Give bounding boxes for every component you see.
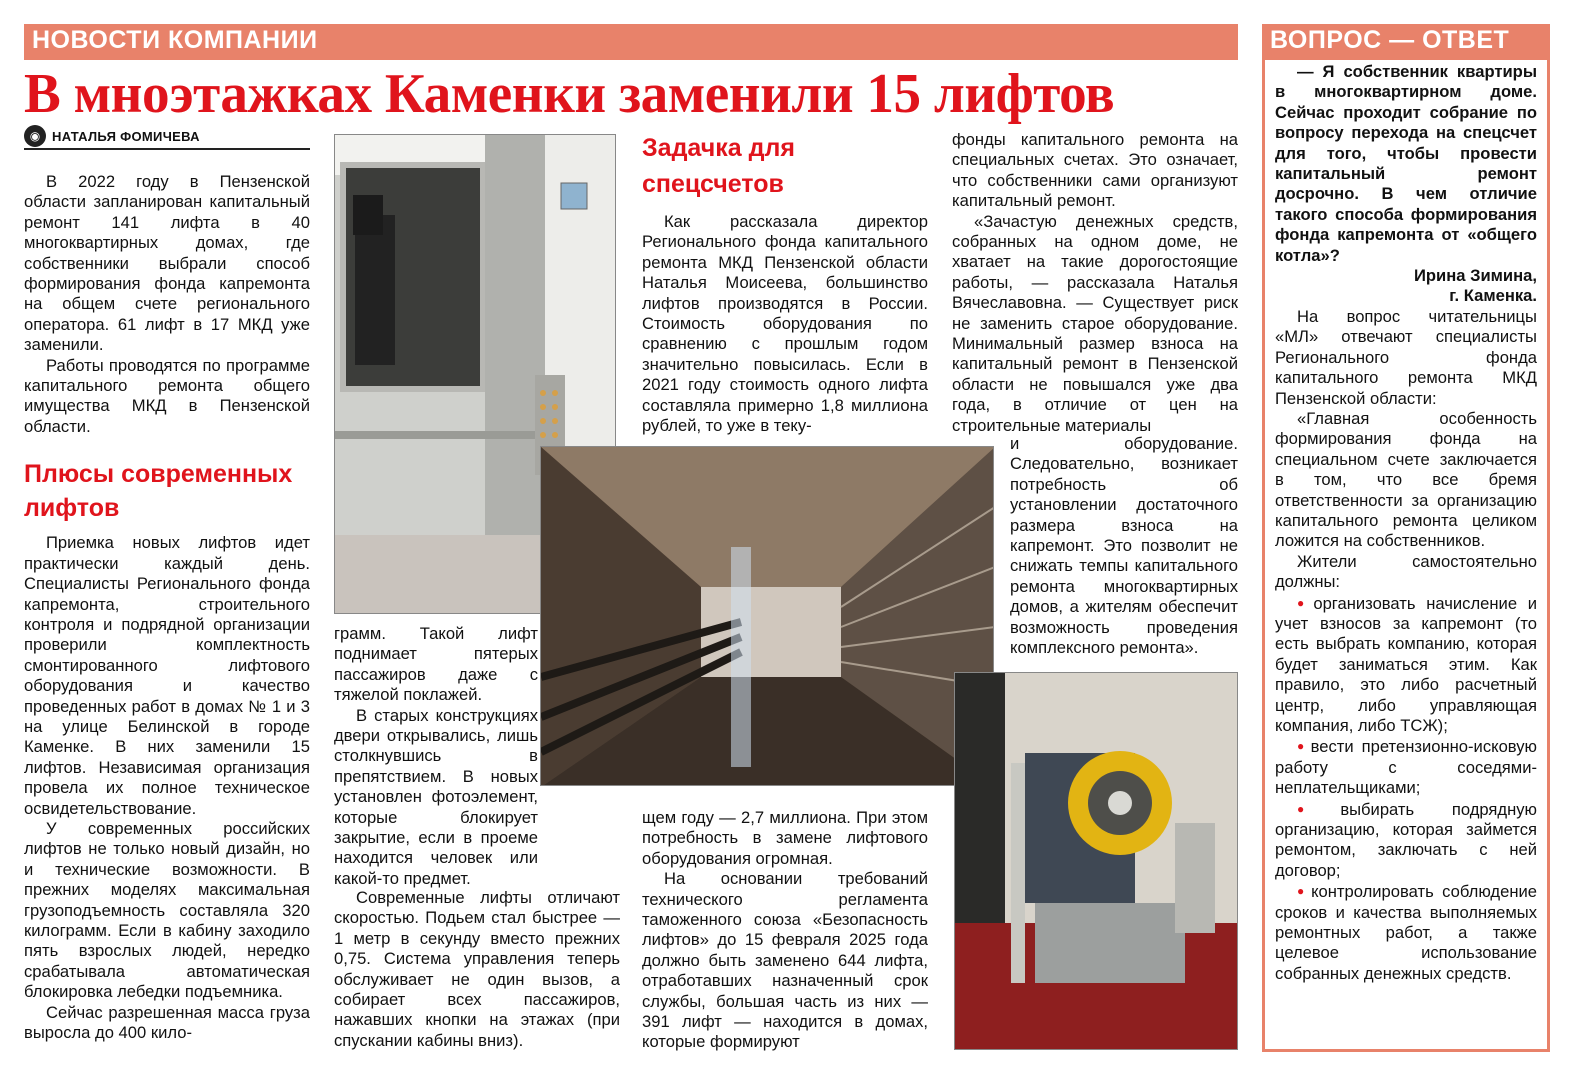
paragraph: Работы проводятся по программе капитального ремонта общего имущества МКД в Пензенской области. [24, 355, 310, 436]
paragraph: В 2022 году в Пензенской области запланирован капитальный ремонт 141 лифта в 40 многоквартирных домах, где собственники выбрали способ формирования фонда капремонта на общем счете регионального оператора. 61 лифт в 17 МКД уже заменили. [24, 172, 310, 355]
subheading: Плюсы современных лифтов [24, 460, 293, 523]
sidebar-rubric: ВОПРОС — ОТВЕТ [1262, 24, 1550, 60]
article-column-3-top [642, 130, 928, 436]
answer-paragraph: Жители самостоятельно должны: [1275, 551, 1537, 592]
answer-paragraph: «Главная особенность формирования фонда на специальном счете заключается в том, что все бремя ответственности за организацию капитального ремонта целиком ложится на собственников. [1275, 408, 1537, 551]
paragraph: Современные лифты отличают скоростью. Подьем стал быстрее — 1 метр в секунду вместо прежних 0,75. Система управления теперь обслуживает не один вызов, а собирает всех пассажиров, нажавших кнопки на этажах (при спускании кабины вниз). [334, 888, 620, 1050]
article-column-2-top [334, 624, 538, 889]
answer-paragraph: На вопрос читательницы «МЛ» отвечают специалисты Регионального фонда капитального ремонта МКД Пензенской области: [1275, 306, 1537, 408]
paragraph: Сейчас разрешенная масса груза выросла до 400 кило- [24, 1002, 310, 1043]
author-avatar-icon: ◉ [24, 125, 46, 147]
reader-question: — Я собственник квартиры в многоквартирном доме. Сейчас проходит собрание по вопросу перехода на спецсчет для того, чтобы провести капитальный ремонт досрочно. В чем отличие такого способа формирования фонда капремонта от «общего котла»? [1275, 62, 1537, 265]
bullet-item: ● контролировать соблюдение сроков и качества выполняемых ремонтных работ, а также целевое использование собранных денежных средств. [1275, 881, 1537, 984]
subheading: Задачка для спецсчетов [642, 134, 795, 198]
bullet-item: ● вести претензионно-исковую работу с соседями-неплательщиками; [1275, 736, 1537, 798]
article-column-3-bottom [642, 808, 928, 1053]
qa-content [1275, 62, 1537, 984]
paragraph: грамм. Такой лифт поднимает пятерых пассажиров даже с тяжелой поклажей. [334, 624, 538, 705]
article-column-4-top [952, 130, 1238, 436]
question-city: г. Каменка. [1449, 286, 1537, 306]
section-rubric: НОВОСТИ КОМПАНИИ [24, 24, 1238, 60]
question-author: Ирина Зимина, [1413, 266, 1537, 286]
article-column-1 [24, 172, 310, 1043]
paragraph: В старых конструкциях двери открывались, лишь столкнувшись в препятствием. В новых установлен фотоэлемент, которые блокирует закрытие, если в проеме находится человек или какой-то предмет. [334, 705, 538, 888]
paragraph: Приемка новых лифтов идет практически каждый день. Специалисты Регионального фонда капремонта, строительного контроля и подрядной организации проверили комплектность смонтированного лифтового оборудования и качество проведенных работ в домах № 1 и 3 на улице Белинской в городе Каменке. В них заменили 15 лифтов. Независимая организация провела их полное техническое освидетельствование. [24, 533, 310, 818]
qa-sidebar [1262, 60, 1550, 1052]
paragraph: щем году — 2,7 миллиона. При этом потребность в замене лифтового оборудования огромная. [642, 808, 928, 868]
article-column-4-bottom [1010, 434, 1238, 658]
paragraph: На основании требований технического регламента таможенного союза «Безопасность лифтов» до 15 февраля 2025 года должно быть заменено 644 лифта, отработавших назначенный срок службы, большая часть из них — 391 лифт — находится в домах, которые формируют [642, 869, 928, 1052]
paragraph: Как рассказала директор Регионального фонда капитального ремонта МКД Пензенской области Наталья Моисеева, большинство лифтов производятся в России. Стоимость оборудования по сравнению с прошлым годом значительно повысилась. Если в 2021 году стоимость одного лифта составляла примерно 1,8 миллиона рублей, то уже в теку- [642, 212, 928, 436]
bullet-item: ● выбирать подрядную организацию, которая займется ремонтом, заключать с ней договор; [1275, 799, 1537, 882]
paragraph: «Зачастую денежных средств, собранных на одном доме, не хватает на такие дорогостоящие работы, — рассказала Наталья Вячеславовна. — Существует риск не заменить старое оборудование. Минимальный размер взноса на капитальный ремонт в Пензенской области не повышался уже два года, в отличие от цен на строительные материалы [952, 211, 1238, 435]
author-name: НАТАЛЬЯ ФОМИЧЕВА [52, 128, 200, 144]
elevator-machine-photo [954, 672, 1238, 1050]
article-headline: В мноэтажках Каменки заменили 15 лифтов [24, 63, 1115, 125]
bullet-item: ● организовать начисление и учет взносов за капремонт (то есть выбрать компанию, которая будет заниматься этим. Как правило, это либо расчетный центр, либо управляющая компания, либо ТСЖ); [1275, 593, 1537, 737]
byline [24, 124, 310, 150]
paragraph: У современных российских лифтов не только новый дизайн, но и технические возможности. В прежних моделях максимальная грузоподъемность составляла 320 килограмм. Если в кабину заходило пять взрослых людей, нередко срабатывала автоматическая блокировка лебедки подъемника. [24, 818, 310, 1002]
elevator-shaft-photo [540, 446, 994, 786]
paragraph: и оборудование. Следовательно, возникает потребность об установлении достаточного размера взноса на капремонт. Это позволит не снижать темпы капитального ремонта многоквартирных домов, а жителям обеспечит возможность проведения комплексного ремонта». [1010, 434, 1238, 658]
article-column-2-bottom [334, 888, 620, 1051]
paragraph: фонды капитального ремонта на специальных счетах. Это означает, что собственники сами организуют капитальный ремонт. [952, 130, 1238, 211]
